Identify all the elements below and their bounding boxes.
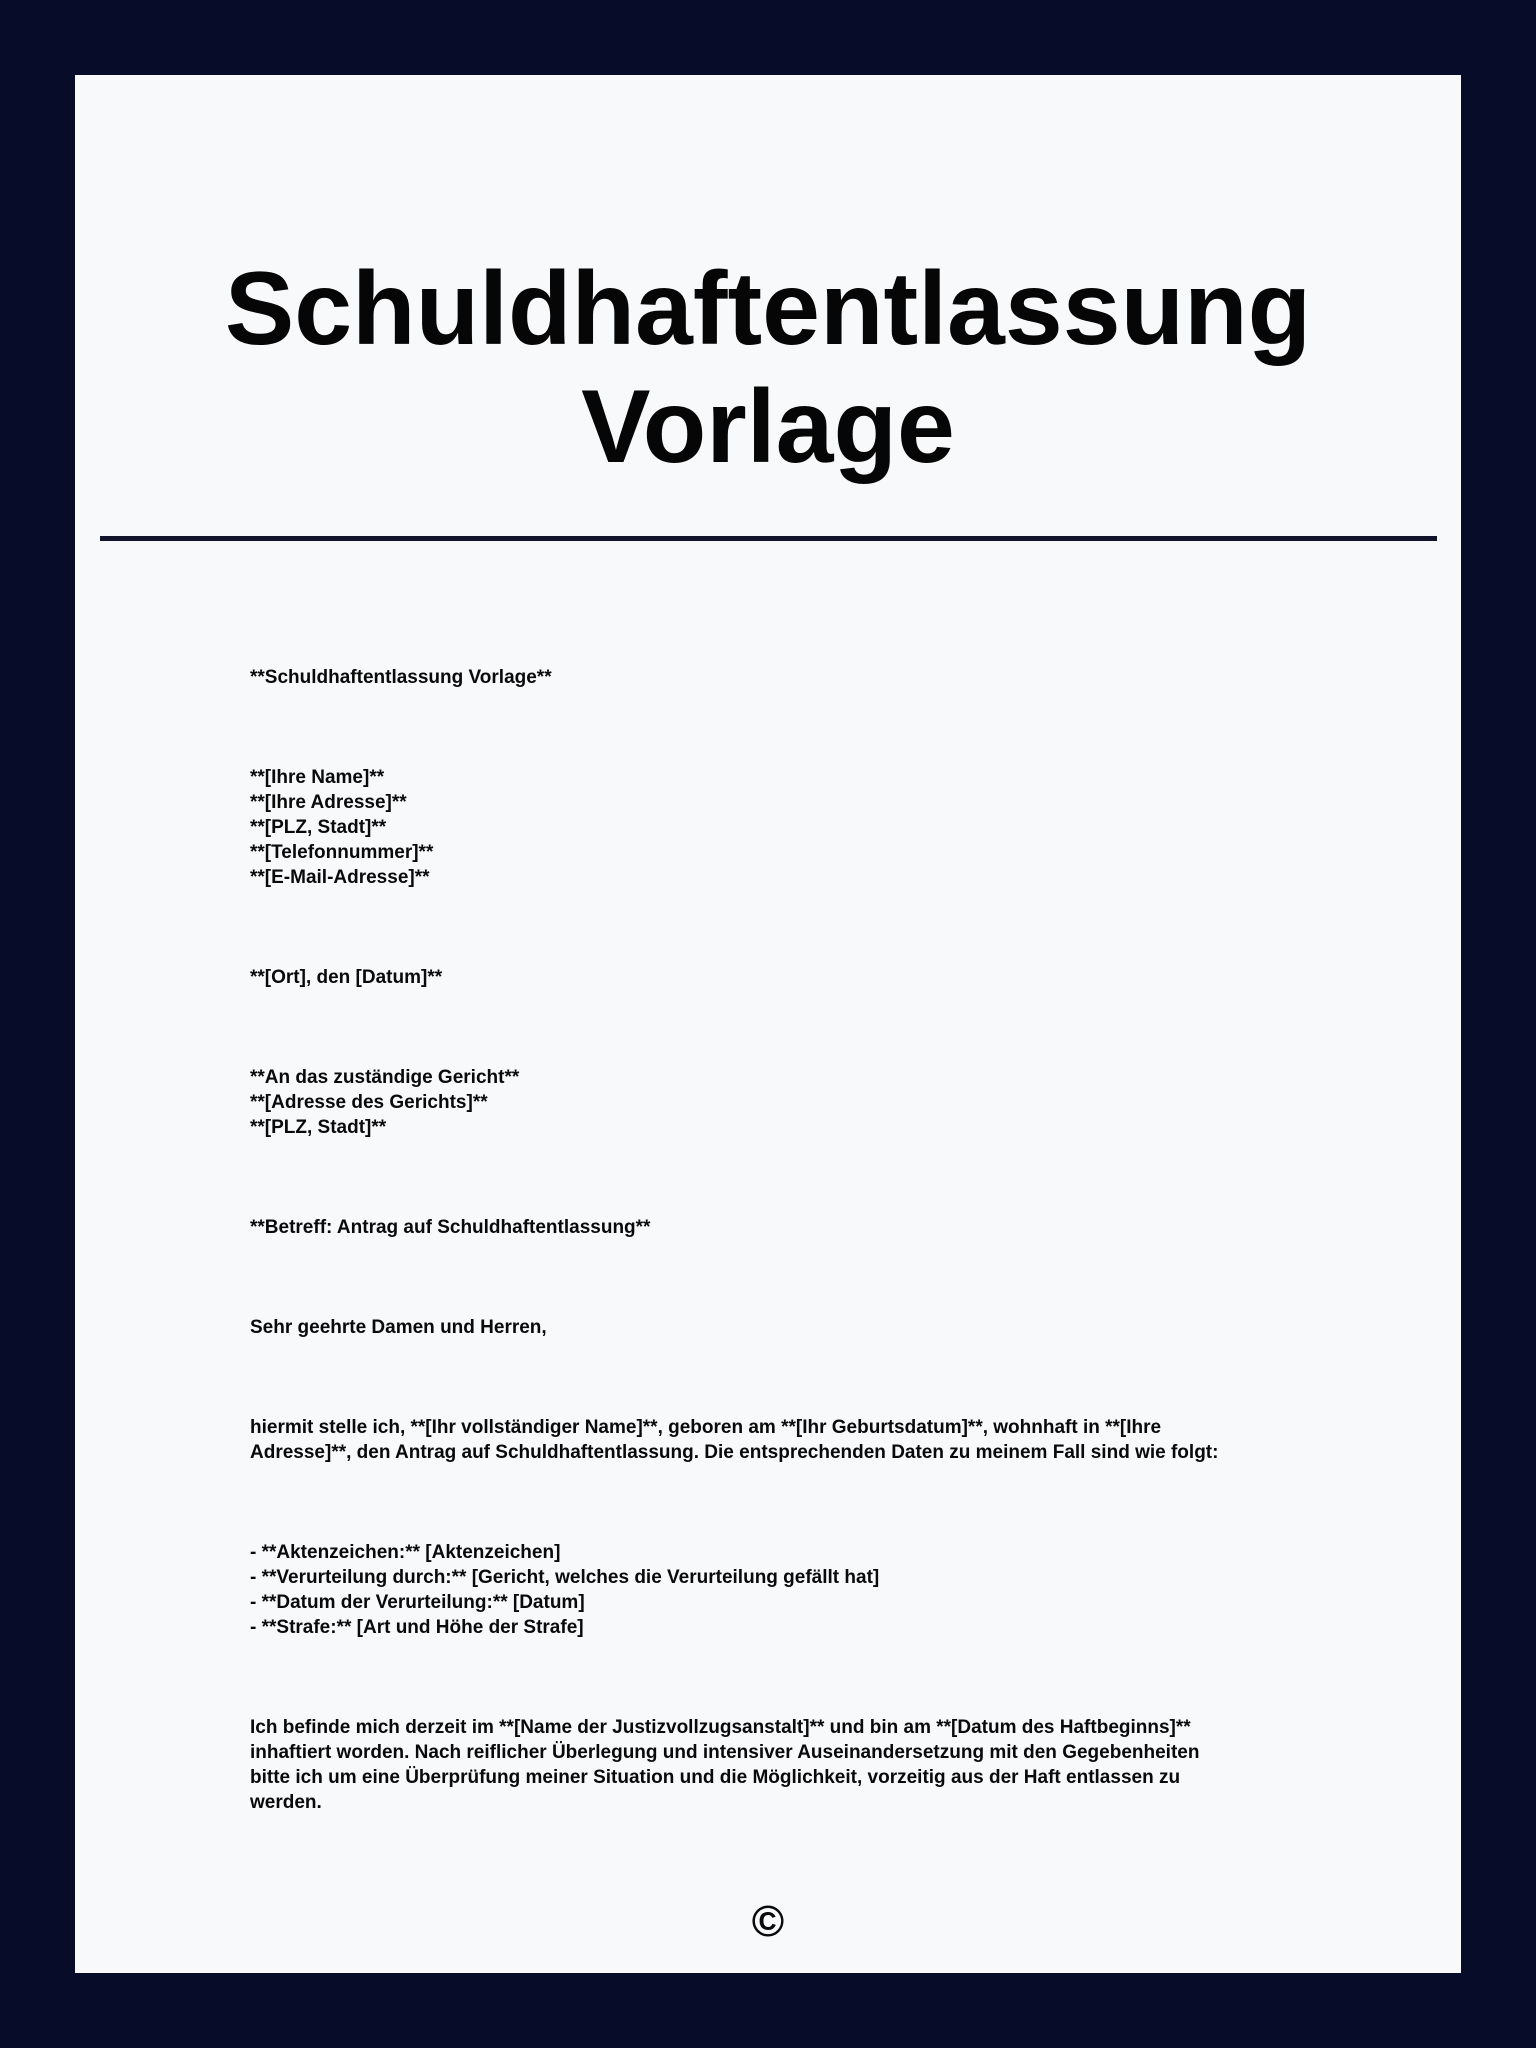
intro-paragraph: hiermit stelle ich, **[Ihr vollständiger Name]**, geboren am **[Ihr Geburtsdatum]**, wohnhaft in **[Ihre Adresse]**, den Antrag auf Schuldhaftentlassung. Die entsprechenden Daten zu meinem Fall sind wie folgt: bbox=[250, 1417, 1219, 1463]
document-title bbox=[75, 250, 1461, 486]
title-line-2: Vorlage bbox=[581, 369, 955, 485]
document-page bbox=[75, 75, 1461, 1973]
title-line-1: Schuldhaftentlassung bbox=[224, 251, 1312, 367]
subject-line: **Betreff: Antrag auf Schuldhaftentlassung** bbox=[250, 1217, 651, 1238]
copyright-icon: © bbox=[751, 1897, 785, 1946]
title-divider bbox=[100, 536, 1437, 541]
subject-heading: **Schuldhaftentlassung Vorlage** bbox=[250, 667, 552, 688]
salutation: Sehr geehrte Damen und Herren, bbox=[250, 1317, 547, 1338]
sender-address-block: **[Ihre Name]** **[Ihre Adresse]** **[PLZ, Stadt]** **[Telefonnummer]** **[E-Mail-Adresse]** bbox=[250, 767, 434, 888]
document-body bbox=[250, 665, 1350, 1815]
request-paragraph: Ich befinde mich derzeit im **[Name der Justizvollzugsanstalt]** und bin am **[Datum des Haftbeginns]** inhaftiert worden. Nach reiflicher Überlegung und intensiver Auseinandersetzung mit den Gegebenheiten bitte ich um eine Überprüfung meiner Situation und die Möglichkeit, vorzeitig aus der Haft entlassen zu werden. bbox=[250, 1717, 1200, 1813]
recipient-address-block: **An das zuständige Gericht** **[Adresse des Gerichts]** **[PLZ, Stadt]** bbox=[250, 1067, 520, 1138]
case-details-list: - **Aktenzeichen:** [Aktenzeichen] - **Verurteilung durch:** [Gericht, welches die Verurteilung gefällt hat] - **Datum der Verurteilung:** [Datum] - **Strafe:** [Art und Höhe der Strafe] bbox=[250, 1542, 880, 1638]
place-date-line: **[Ort], den [Datum]** bbox=[250, 967, 443, 988]
